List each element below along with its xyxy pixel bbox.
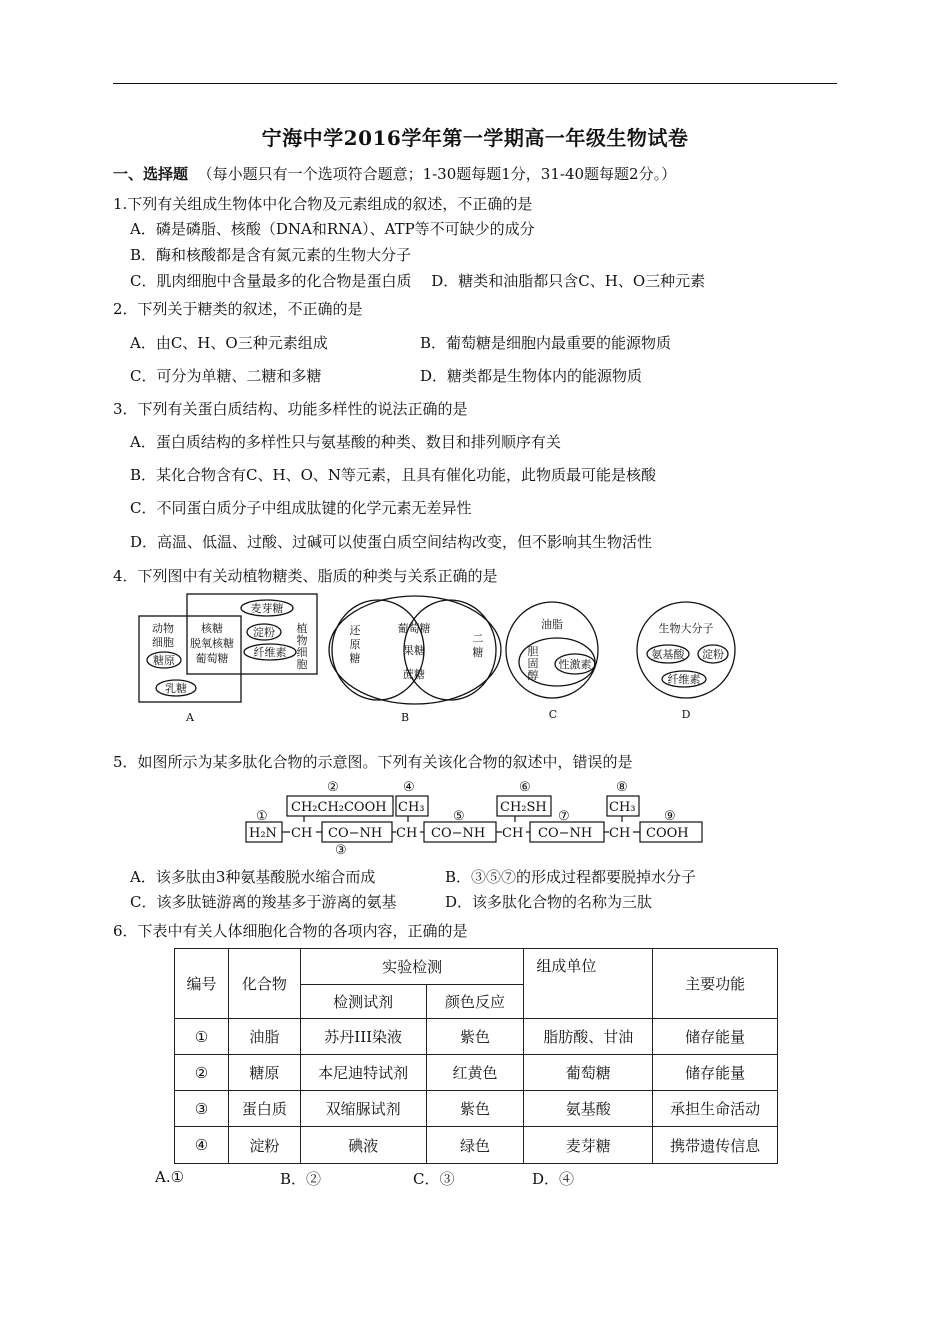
cell-reagent: 本尼迪特试剂 [300,1055,426,1091]
r-group-8: CH₃ [609,800,636,815]
label-9: ⑨ [664,809,676,824]
label-8: ⑧ [616,780,628,795]
label-6: ⑥ [519,780,531,795]
q6-option-b: B．② [280,1170,322,1188]
cell-unit: 麦芽糖 [524,1127,653,1164]
plant-label-4: 胞 [296,658,308,671]
shared-glucose: 葡萄糖 [195,652,229,665]
starch-label: 淀粉 [253,626,275,639]
cell-reagent: 苏丹III染液 [300,1019,426,1055]
starch-label-d: 淀粉 [702,648,724,661]
right-label-2: 糖 [472,646,484,659]
cell-number: ② [175,1055,229,1091]
peptide-bond-3: CO−NH [328,826,383,841]
sucrose-label: 蔗糖 [403,668,425,681]
glycogen-label: 糖原 [153,654,175,667]
fat-label: 油脂 [541,618,563,631]
q3-option-b: B．某化合物含有C、H、O、N等元素，且具有催化功能，此物质最可能是核酸 [130,466,657,484]
q2-option-b: B．葡萄糖是细胞内最重要的能源物质 [420,334,672,352]
label-7: ⑦ [558,809,570,824]
left-label-3: 糖 [349,652,361,665]
compound-table [174,948,778,1164]
alpha-carbon-1: CH [291,826,313,841]
header-rule [113,83,837,84]
q1-option-cd: C．肌肉细胞中含量最多的化合物是蛋白质 D．糖类和油脂都只含C、H、O三种元素 [130,272,706,290]
header-function: 主要功能 [653,949,778,1019]
q6-option-a: A.① [155,1168,185,1186]
q2-option-c: C．可分为单糖、二糖和多糖 [130,367,322,385]
left-label-2: 原 [349,638,361,651]
figure-d [637,602,735,721]
figure-c [506,602,598,721]
maltose-label: 麦芽糖 [250,602,284,615]
table-header-row [175,949,778,985]
page-title: 宁海中学2016学年第一学期高一年级生物试卷 [261,126,689,150]
peptide-bond-7: CO−NH [538,826,593,841]
cell-color: 绿色 [426,1127,524,1164]
q3-option-c: C．不同蛋白质分子中组成肽键的化学元素无差异性 [130,499,472,517]
cell-color: 红黄色 [426,1055,524,1091]
q2-option-a: A．由C、H、O三种元素组成 [130,334,328,352]
left-label-1: 还 [349,624,361,637]
cell-function: 携带遗传信息 [653,1127,778,1164]
section-heading [113,163,676,184]
cell-reagent: 双缩脲试剂 [300,1091,426,1127]
cell-compound: 蛋白质 [228,1091,300,1127]
cell-function: 承担生命活动 [653,1091,778,1127]
q6-option-d: D．④ [532,1170,575,1188]
amino-acid-label: 氨基酸 [651,648,685,661]
header-compound: 化合物 [228,949,300,1019]
fat-circle [506,602,598,698]
q5-option-a: A．该多肽由3种氨基酸脱水缩合而成 [130,868,376,886]
peptide-bond-5: CO−NH [431,826,486,841]
amino-group: H₂N [249,826,277,841]
cell-number: ③ [175,1091,229,1127]
q1-option-a: A．磷是磷脂、核酸（DNA和RNA）、ATP等不可缺少的成分 [130,220,535,238]
cellulose-label-d: 纤维素 [667,673,701,686]
cell-number: ④ [175,1127,229,1164]
table-row [175,1019,778,1055]
label-3: ③ [335,843,347,858]
cell-color: 紫色 [426,1019,524,1055]
cell-reagent: 碘液 [300,1127,426,1164]
label-1: ① [256,809,268,824]
figure-d-label: D [681,708,691,721]
header-number: 编号 [175,949,229,1019]
q3-stem: 3．下列有关蛋白质结构、功能多样性的说法正确的是 [113,400,468,418]
macromolecule-label: 生物大分子 [658,622,714,635]
r-group-4: CH₃ [398,800,425,815]
r-group-2: CH₂CH₂COOH [291,800,387,815]
label-2: ② [327,780,339,795]
figure-b [329,596,501,724]
lactose-label: 乳糖 [165,682,187,695]
glucose-label: 葡萄糖 [397,622,431,635]
q5-option-c: C．该多肽链游离的羧基多于游离的氨基 [130,893,397,911]
header-reagent: 检测试剂 [300,985,426,1019]
alpha-carbon-3: CH [502,826,524,841]
figure-a-label: A [186,711,194,724]
sex-hormone-label: 性激素 [558,658,592,671]
plant-label-3: 细 [296,646,308,659]
cellulose-label: 纤维素 [253,646,287,659]
q1-option-b: B．酶和核酸都是含有氮元素的生物大分子 [130,246,412,264]
label-4: ④ [403,780,415,795]
q3-option-a: A．蛋白质结构的多样性只与氨基酸的种类、数目和排列顺序有关 [130,433,561,451]
figure-b-label: B [400,711,410,724]
cholesterol-label-2: 固 [527,657,539,670]
q4-figures [0,590,950,730]
cell-function: 储存能量 [653,1019,778,1055]
q4-stem: 4．下列图中有关动植物糖类、脂质的种类与关系正确的是 [113,567,498,585]
cell-compound: 淀粉 [228,1127,300,1164]
animal-label-1: 动物 [152,622,174,635]
cholesterol-label-3: 醇 [527,669,539,682]
q6-option-c: C．③ [413,1170,455,1188]
polypeptide-diagram [0,776,950,858]
table-row [175,1055,778,1091]
header-color: 颜色反应 [426,985,524,1019]
section-title: 一、选择题 [113,165,189,183]
q3-option-d: D．高温、低温、过酸、过碱可以使蛋白质空间结构改变，但不影响其生物活性 [130,533,653,551]
figure-c-label: C [548,708,558,721]
q2-option-d: D．糖类都是生物体内的能源物质 [420,367,643,385]
shared-deoxyribose: 脱氧核糖 [190,637,234,650]
label-5: ⑤ [453,809,465,824]
header-test: 实验检测 [300,949,524,985]
q5-option-d: D．该多肽化合物的名称为三肽 [445,893,653,911]
plant-label-2: 物 [296,634,308,647]
cell-unit: 氨基酸 [524,1091,653,1127]
fructose-label: 果糖 [403,644,425,657]
cell-unit: 葡萄糖 [524,1055,653,1091]
q2-stem: 2．下列关于糖类的叙述，不正确的是 [113,300,363,318]
cholesterol-label-1: 胆 [527,645,539,658]
table-row [175,1127,778,1164]
alpha-carbon-4: CH [609,826,631,841]
figure-a [139,594,317,724]
r-group-6: CH₂SH [500,800,547,815]
header-unit: 组成单位 [524,949,653,1019]
cell-function: 储存能量 [653,1055,778,1091]
q1-stem: 1.下列有关组成生物体中化合物及元素组成的叙述，不正确的是 [113,195,533,213]
table-row [175,1091,778,1127]
cell-unit: 脂肪酸、甘油 [524,1019,653,1055]
cell-compound: 油脂 [228,1019,300,1055]
cell-compound: 糖原 [228,1055,300,1091]
q5-stem: 5．如图所示为某多肽化合物的示意图。下列有关该化合物的叙述中，错误的是 [113,753,633,771]
carboxyl-group: COOH [646,826,689,841]
plant-label-1: 植 [296,622,308,635]
animal-label-2: 细胞 [152,636,174,649]
q6-stem: 6．下表中有关人体细胞化合物的各项内容，正确的是 [113,922,468,940]
section-note: （每小题只有一个选项符合题意；1-30题每题1分，31-40题每题2分。） [197,165,677,183]
cell-color: 紫色 [426,1091,524,1127]
shared-ribose: 核糖 [201,622,223,635]
alpha-carbon-2: CH [396,826,418,841]
right-label-1: 二 [472,632,484,645]
cell-number: ① [175,1019,229,1055]
q5-option-b: B．③⑤⑦的形成过程都要脱掉水分子 [445,868,697,886]
